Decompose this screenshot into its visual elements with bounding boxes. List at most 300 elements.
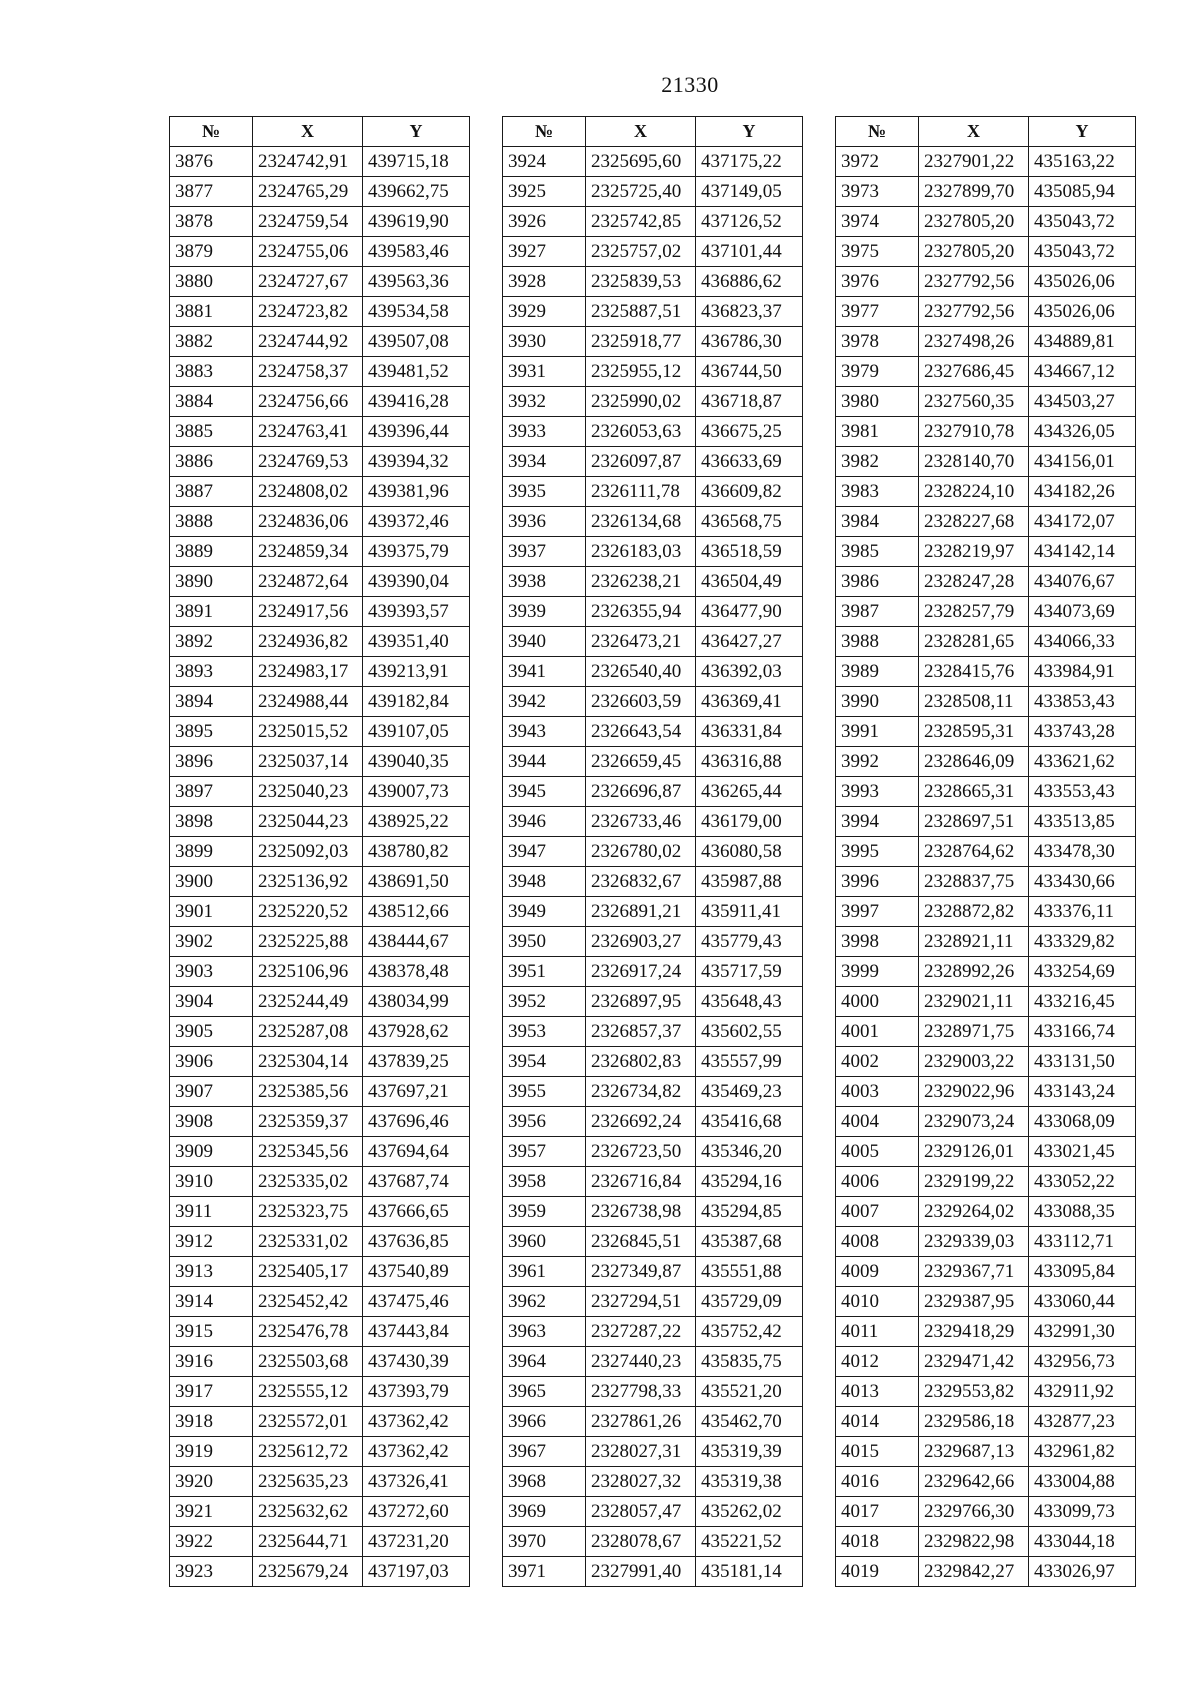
table-row xyxy=(503,687,803,717)
point-number-cell: 3998 xyxy=(836,927,919,957)
table-row xyxy=(170,567,470,597)
y-coordinate-cell: 436316,88 xyxy=(696,747,803,777)
x-coordinate-cell: 2326134,68 xyxy=(586,507,696,537)
x-coordinate-cell: 2325990,02 xyxy=(586,387,696,417)
table-row xyxy=(836,957,1136,987)
x-coordinate-cell: 2328921,11 xyxy=(919,927,1029,957)
point-number-cell: 3953 xyxy=(503,1017,586,1047)
table-row xyxy=(503,1077,803,1107)
y-coordinate-cell: 434142,14 xyxy=(1029,537,1136,567)
y-coordinate-cell: 433478,30 xyxy=(1029,837,1136,867)
x-coordinate-cell: 2326738,98 xyxy=(586,1197,696,1227)
point-number-cell: 4011 xyxy=(836,1317,919,1347)
y-coordinate-cell: 433984,91 xyxy=(1029,657,1136,687)
x-coordinate-cell: 2324759,54 xyxy=(253,207,363,237)
point-number-cell: 4013 xyxy=(836,1377,919,1407)
y-coordinate-cell: 436568,75 xyxy=(696,507,803,537)
x-coordinate-cell: 2324763,41 xyxy=(253,417,363,447)
point-number-cell: 3883 xyxy=(170,357,253,387)
y-coordinate-cell: 433088,35 xyxy=(1029,1197,1136,1227)
x-coordinate-cell: 2327901,22 xyxy=(919,147,1029,177)
table-row xyxy=(503,1467,803,1497)
y-coordinate-cell: 435262,02 xyxy=(696,1497,803,1527)
x-coordinate-cell: 2329199,22 xyxy=(919,1167,1029,1197)
table-row xyxy=(836,237,1136,267)
y-coordinate-cell: 435752,42 xyxy=(696,1317,803,1347)
y-coordinate-cell: 437272,60 xyxy=(363,1497,470,1527)
y-coordinate-cell: 438034,99 xyxy=(363,987,470,1017)
column-header-number: № xyxy=(170,117,253,147)
point-number-cell: 3920 xyxy=(170,1467,253,1497)
x-coordinate-cell: 2328837,75 xyxy=(919,867,1029,897)
y-coordinate-cell: 435648,43 xyxy=(696,987,803,1017)
point-number-cell: 3925 xyxy=(503,177,586,207)
x-coordinate-cell: 2328224,10 xyxy=(919,477,1029,507)
table-row xyxy=(503,1437,803,1467)
column-header-y: Y xyxy=(1029,117,1136,147)
point-number-cell: 3889 xyxy=(170,537,253,567)
point-number-cell: 3970 xyxy=(503,1527,586,1557)
point-number-cell: 3878 xyxy=(170,207,253,237)
table-row xyxy=(503,567,803,597)
x-coordinate-cell: 2325839,53 xyxy=(586,267,696,297)
point-number-cell: 3995 xyxy=(836,837,919,867)
table-row xyxy=(170,1077,470,1107)
point-number-cell: 3994 xyxy=(836,807,919,837)
table-row xyxy=(836,1017,1136,1047)
point-number-cell: 3933 xyxy=(503,417,586,447)
y-coordinate-cell: 439416,28 xyxy=(363,387,470,417)
point-number-cell: 3947 xyxy=(503,837,586,867)
x-coordinate-cell: 2325220,52 xyxy=(253,897,363,927)
table-row xyxy=(836,417,1136,447)
table-row xyxy=(170,1347,470,1377)
x-coordinate-cell: 2326917,24 xyxy=(586,957,696,987)
point-number-cell: 3963 xyxy=(503,1317,586,1347)
point-number-cell: 4002 xyxy=(836,1047,919,1077)
table-row xyxy=(170,1137,470,1167)
x-coordinate-cell: 2326183,03 xyxy=(586,537,696,567)
y-coordinate-cell: 439393,57 xyxy=(363,597,470,627)
y-coordinate-cell: 437696,46 xyxy=(363,1107,470,1137)
x-coordinate-cell: 2329687,13 xyxy=(919,1437,1029,1467)
x-coordinate-cell: 2326659,45 xyxy=(586,747,696,777)
table-row xyxy=(503,1227,803,1257)
table-row xyxy=(836,807,1136,837)
y-coordinate-cell: 433026,97 xyxy=(1029,1557,1136,1587)
x-coordinate-cell: 2325015,52 xyxy=(253,717,363,747)
point-number-cell: 3940 xyxy=(503,627,586,657)
x-coordinate-cell: 2327899,70 xyxy=(919,177,1029,207)
y-coordinate-cell: 438780,82 xyxy=(363,837,470,867)
table-row xyxy=(170,417,470,447)
table-row xyxy=(503,1377,803,1407)
table-row xyxy=(170,627,470,657)
y-coordinate-cell: 433068,09 xyxy=(1029,1107,1136,1137)
x-coordinate-cell: 2325476,78 xyxy=(253,1317,363,1347)
table-row xyxy=(503,1407,803,1437)
y-coordinate-cell: 433021,45 xyxy=(1029,1137,1136,1167)
x-coordinate-cell: 2328057,47 xyxy=(586,1497,696,1527)
table-row xyxy=(836,1497,1136,1527)
point-number-cell: 3887 xyxy=(170,477,253,507)
y-coordinate-cell: 439619,90 xyxy=(363,207,470,237)
x-coordinate-cell: 2325345,56 xyxy=(253,1137,363,1167)
x-coordinate-cell: 2326603,59 xyxy=(586,687,696,717)
table-row xyxy=(170,1287,470,1317)
x-coordinate-cell: 2329822,98 xyxy=(919,1527,1029,1557)
point-number-cell: 3983 xyxy=(836,477,919,507)
column-header-number: № xyxy=(836,117,919,147)
table-header-row xyxy=(170,117,470,147)
x-coordinate-cell: 2324988,44 xyxy=(253,687,363,717)
x-coordinate-cell: 2324983,17 xyxy=(253,657,363,687)
x-coordinate-cell: 2329418,29 xyxy=(919,1317,1029,1347)
point-number-cell: 3985 xyxy=(836,537,919,567)
point-number-cell: 3966 xyxy=(503,1407,586,1437)
point-number-cell: 3880 xyxy=(170,267,253,297)
y-coordinate-cell: 432911,92 xyxy=(1029,1377,1136,1407)
y-coordinate-cell: 434076,67 xyxy=(1029,567,1136,597)
point-number-cell: 3990 xyxy=(836,687,919,717)
point-number-cell: 3958 xyxy=(503,1167,586,1197)
table-row xyxy=(836,1287,1136,1317)
x-coordinate-cell: 2324872,64 xyxy=(253,567,363,597)
point-number-cell: 3955 xyxy=(503,1077,586,1107)
y-coordinate-cell: 439390,04 xyxy=(363,567,470,597)
x-coordinate-cell: 2324765,29 xyxy=(253,177,363,207)
table-row xyxy=(170,537,470,567)
y-coordinate-cell: 433513,85 xyxy=(1029,807,1136,837)
y-coordinate-cell: 435221,52 xyxy=(696,1527,803,1557)
point-number-cell: 3967 xyxy=(503,1437,586,1467)
table-row xyxy=(170,987,470,1017)
x-coordinate-cell: 2326723,50 xyxy=(586,1137,696,1167)
column-header-number: № xyxy=(503,117,586,147)
y-coordinate-cell: 439375,79 xyxy=(363,537,470,567)
y-coordinate-cell: 432956,73 xyxy=(1029,1347,1136,1377)
y-coordinate-cell: 436392,03 xyxy=(696,657,803,687)
point-number-cell: 3943 xyxy=(503,717,586,747)
table-row xyxy=(503,1137,803,1167)
y-coordinate-cell: 436331,84 xyxy=(696,717,803,747)
point-number-cell: 3922 xyxy=(170,1527,253,1557)
x-coordinate-cell: 2326111,78 xyxy=(586,477,696,507)
y-coordinate-cell: 433376,11 xyxy=(1029,897,1136,927)
table-row xyxy=(836,1467,1136,1497)
x-coordinate-cell: 2329022,96 xyxy=(919,1077,1029,1107)
table-row xyxy=(170,1257,470,1287)
table-row xyxy=(836,897,1136,927)
x-coordinate-cell: 2329553,82 xyxy=(919,1377,1029,1407)
point-number-cell: 3895 xyxy=(170,717,253,747)
x-coordinate-cell: 2328665,31 xyxy=(919,777,1029,807)
point-number-cell: 3988 xyxy=(836,627,919,657)
point-number-cell: 3907 xyxy=(170,1077,253,1107)
table-row xyxy=(503,777,803,807)
x-coordinate-cell: 2328247,28 xyxy=(919,567,1029,597)
table-row xyxy=(170,837,470,867)
table-row xyxy=(836,597,1136,627)
point-number-cell: 3882 xyxy=(170,327,253,357)
table-row xyxy=(503,387,803,417)
point-number-cell: 3931 xyxy=(503,357,586,387)
x-coordinate-cell: 2325695,60 xyxy=(586,147,696,177)
point-number-cell: 4003 xyxy=(836,1077,919,1107)
x-coordinate-cell: 2325092,03 xyxy=(253,837,363,867)
x-coordinate-cell: 2327805,20 xyxy=(919,207,1029,237)
x-coordinate-cell: 2327294,51 xyxy=(586,1287,696,1317)
point-number-cell: 3991 xyxy=(836,717,919,747)
y-coordinate-cell: 437326,41 xyxy=(363,1467,470,1497)
table-row xyxy=(503,987,803,1017)
point-number-cell: 3888 xyxy=(170,507,253,537)
y-coordinate-cell: 433430,66 xyxy=(1029,867,1136,897)
point-number-cell: 3921 xyxy=(170,1497,253,1527)
y-coordinate-cell: 439372,46 xyxy=(363,507,470,537)
coordinates-table-1 xyxy=(169,116,470,1587)
table-row xyxy=(836,1227,1136,1257)
point-number-cell: 3937 xyxy=(503,537,586,567)
point-number-cell: 4017 xyxy=(836,1497,919,1527)
y-coordinate-cell: 439534,58 xyxy=(363,297,470,327)
table-row xyxy=(170,327,470,357)
point-number-cell: 3975 xyxy=(836,237,919,267)
y-coordinate-cell: 439662,75 xyxy=(363,177,470,207)
table-row xyxy=(170,297,470,327)
y-coordinate-cell: 435779,43 xyxy=(696,927,803,957)
x-coordinate-cell: 2328697,51 xyxy=(919,807,1029,837)
point-number-cell: 3968 xyxy=(503,1467,586,1497)
point-number-cell: 3986 xyxy=(836,567,919,597)
x-coordinate-cell: 2327991,40 xyxy=(586,1557,696,1587)
point-number-cell: 3996 xyxy=(836,867,919,897)
x-coordinate-cell: 2325323,75 xyxy=(253,1197,363,1227)
x-coordinate-cell: 2324744,92 xyxy=(253,327,363,357)
point-number-cell: 3965 xyxy=(503,1377,586,1407)
point-number-cell: 3929 xyxy=(503,297,586,327)
point-number-cell: 3905 xyxy=(170,1017,253,1047)
point-number-cell: 3987 xyxy=(836,597,919,627)
point-number-cell: 3914 xyxy=(170,1287,253,1317)
x-coordinate-cell: 2329387,95 xyxy=(919,1287,1029,1317)
y-coordinate-cell: 434182,26 xyxy=(1029,477,1136,507)
y-coordinate-cell: 439182,84 xyxy=(363,687,470,717)
table-row xyxy=(170,477,470,507)
x-coordinate-cell: 2324756,66 xyxy=(253,387,363,417)
point-number-cell: 3903 xyxy=(170,957,253,987)
x-coordinate-cell: 2328872,82 xyxy=(919,897,1029,927)
y-coordinate-cell: 435462,70 xyxy=(696,1407,803,1437)
point-number-cell: 3913 xyxy=(170,1257,253,1287)
table-row xyxy=(170,807,470,837)
table-row xyxy=(836,1077,1136,1107)
x-coordinate-cell: 2326053,63 xyxy=(586,417,696,447)
point-number-cell: 3936 xyxy=(503,507,586,537)
table-row xyxy=(503,867,803,897)
table-row xyxy=(836,717,1136,747)
y-coordinate-cell: 436518,59 xyxy=(696,537,803,567)
table-row xyxy=(170,207,470,237)
column-header-y: Y xyxy=(363,117,470,147)
point-number-cell: 3904 xyxy=(170,987,253,1017)
table-row xyxy=(170,957,470,987)
x-coordinate-cell: 2324769,53 xyxy=(253,447,363,477)
point-number-cell: 3886 xyxy=(170,447,253,477)
table-row xyxy=(836,447,1136,477)
table-row xyxy=(170,717,470,747)
x-coordinate-cell: 2325405,17 xyxy=(253,1257,363,1287)
y-coordinate-cell: 437839,25 xyxy=(363,1047,470,1077)
y-coordinate-cell: 436080,58 xyxy=(696,837,803,867)
point-number-cell: 3944 xyxy=(503,747,586,777)
y-coordinate-cell: 436675,25 xyxy=(696,417,803,447)
x-coordinate-cell: 2325742,85 xyxy=(586,207,696,237)
point-number-cell: 3999 xyxy=(836,957,919,987)
y-coordinate-cell: 435557,99 xyxy=(696,1047,803,1077)
y-coordinate-cell: 439381,96 xyxy=(363,477,470,507)
table-row xyxy=(503,177,803,207)
table-row xyxy=(836,867,1136,897)
table-row xyxy=(503,207,803,237)
y-coordinate-cell: 437636,85 xyxy=(363,1227,470,1257)
x-coordinate-cell: 2327498,26 xyxy=(919,327,1029,357)
y-coordinate-cell: 433743,28 xyxy=(1029,717,1136,747)
point-number-cell: 3956 xyxy=(503,1107,586,1137)
point-number-cell: 4008 xyxy=(836,1227,919,1257)
table-row xyxy=(170,147,470,177)
point-number-cell: 3885 xyxy=(170,417,253,447)
table-row xyxy=(503,237,803,267)
x-coordinate-cell: 2327792,56 xyxy=(919,297,1029,327)
x-coordinate-cell: 2325304,14 xyxy=(253,1047,363,1077)
table-row xyxy=(836,657,1136,687)
x-coordinate-cell: 2326891,21 xyxy=(586,897,696,927)
x-coordinate-cell: 2328415,76 xyxy=(919,657,1029,687)
table-body xyxy=(170,147,470,1587)
point-number-cell: 3894 xyxy=(170,687,253,717)
x-coordinate-cell: 2325918,77 xyxy=(586,327,696,357)
table-row xyxy=(836,477,1136,507)
x-coordinate-cell: 2329842,27 xyxy=(919,1557,1029,1587)
point-number-cell: 3978 xyxy=(836,327,919,357)
table-row xyxy=(836,567,1136,597)
table-row xyxy=(836,1527,1136,1557)
x-coordinate-cell: 2326780,02 xyxy=(586,837,696,867)
point-number-cell: 3900 xyxy=(170,867,253,897)
y-coordinate-cell: 433044,18 xyxy=(1029,1527,1136,1557)
y-coordinate-cell: 438378,48 xyxy=(363,957,470,987)
table-row xyxy=(836,537,1136,567)
x-coordinate-cell: 2325040,23 xyxy=(253,777,363,807)
table-row xyxy=(836,987,1136,1017)
y-coordinate-cell: 435319,38 xyxy=(696,1467,803,1497)
x-coordinate-cell: 2326355,94 xyxy=(586,597,696,627)
y-coordinate-cell: 434073,69 xyxy=(1029,597,1136,627)
x-coordinate-cell: 2325044,23 xyxy=(253,807,363,837)
y-coordinate-cell: 435911,41 xyxy=(696,897,803,927)
point-number-cell: 3919 xyxy=(170,1437,253,1467)
x-coordinate-cell: 2325679,24 xyxy=(253,1557,363,1587)
x-coordinate-cell: 2326903,27 xyxy=(586,927,696,957)
table-row xyxy=(503,1557,803,1587)
point-number-cell: 3877 xyxy=(170,177,253,207)
point-number-cell: 3899 xyxy=(170,837,253,867)
x-coordinate-cell: 2327792,56 xyxy=(919,267,1029,297)
y-coordinate-cell: 433254,69 xyxy=(1029,957,1136,987)
point-number-cell: 3974 xyxy=(836,207,919,237)
table-row xyxy=(836,747,1136,777)
table-row xyxy=(503,297,803,327)
y-coordinate-cell: 435163,22 xyxy=(1029,147,1136,177)
table-row xyxy=(170,657,470,687)
point-number-cell: 4004 xyxy=(836,1107,919,1137)
y-coordinate-cell: 435717,59 xyxy=(696,957,803,987)
y-coordinate-cell: 436369,41 xyxy=(696,687,803,717)
point-number-cell: 3948 xyxy=(503,867,586,897)
x-coordinate-cell: 2324758,37 xyxy=(253,357,363,387)
x-coordinate-cell: 2325335,02 xyxy=(253,1167,363,1197)
table-row xyxy=(503,1197,803,1227)
table-row xyxy=(836,1557,1136,1587)
point-number-cell: 3962 xyxy=(503,1287,586,1317)
point-number-cell: 3923 xyxy=(170,1557,253,1587)
table-row xyxy=(503,477,803,507)
x-coordinate-cell: 2325572,01 xyxy=(253,1407,363,1437)
x-coordinate-cell: 2328219,97 xyxy=(919,537,1029,567)
y-coordinate-cell: 434667,12 xyxy=(1029,357,1136,387)
table-row xyxy=(170,387,470,417)
x-coordinate-cell: 2329021,11 xyxy=(919,987,1029,1017)
point-number-cell: 3896 xyxy=(170,747,253,777)
table-row xyxy=(503,1017,803,1047)
point-number-cell: 4001 xyxy=(836,1017,919,1047)
table-row xyxy=(170,1107,470,1137)
x-coordinate-cell: 2326643,54 xyxy=(586,717,696,747)
point-number-cell: 3969 xyxy=(503,1497,586,1527)
x-coordinate-cell: 2329073,24 xyxy=(919,1107,1029,1137)
x-coordinate-cell: 2325725,40 xyxy=(586,177,696,207)
y-coordinate-cell: 435835,75 xyxy=(696,1347,803,1377)
table-row xyxy=(503,747,803,777)
y-coordinate-cell: 434503,27 xyxy=(1029,387,1136,417)
table-row xyxy=(503,657,803,687)
y-coordinate-cell: 437694,64 xyxy=(363,1137,470,1167)
x-coordinate-cell: 2327349,87 xyxy=(586,1257,696,1287)
table-row xyxy=(503,1347,803,1377)
point-number-cell: 3973 xyxy=(836,177,919,207)
point-number-cell: 4007 xyxy=(836,1197,919,1227)
point-number-cell: 3876 xyxy=(170,147,253,177)
table-row xyxy=(836,1407,1136,1437)
point-number-cell: 3997 xyxy=(836,897,919,927)
point-number-cell: 4012 xyxy=(836,1347,919,1377)
x-coordinate-cell: 2324836,06 xyxy=(253,507,363,537)
point-number-cell: 4010 xyxy=(836,1287,919,1317)
table-row xyxy=(503,897,803,927)
x-coordinate-cell: 2325106,96 xyxy=(253,957,363,987)
table-row xyxy=(170,1557,470,1587)
point-number-cell: 3976 xyxy=(836,267,919,297)
y-coordinate-cell: 437687,74 xyxy=(363,1167,470,1197)
y-coordinate-cell: 437666,65 xyxy=(363,1197,470,1227)
x-coordinate-cell: 2329126,01 xyxy=(919,1137,1029,1167)
table-row xyxy=(170,1197,470,1227)
point-number-cell: 3952 xyxy=(503,987,586,1017)
y-coordinate-cell: 438444,67 xyxy=(363,927,470,957)
table-row xyxy=(170,1527,470,1557)
y-coordinate-cell: 433553,43 xyxy=(1029,777,1136,807)
